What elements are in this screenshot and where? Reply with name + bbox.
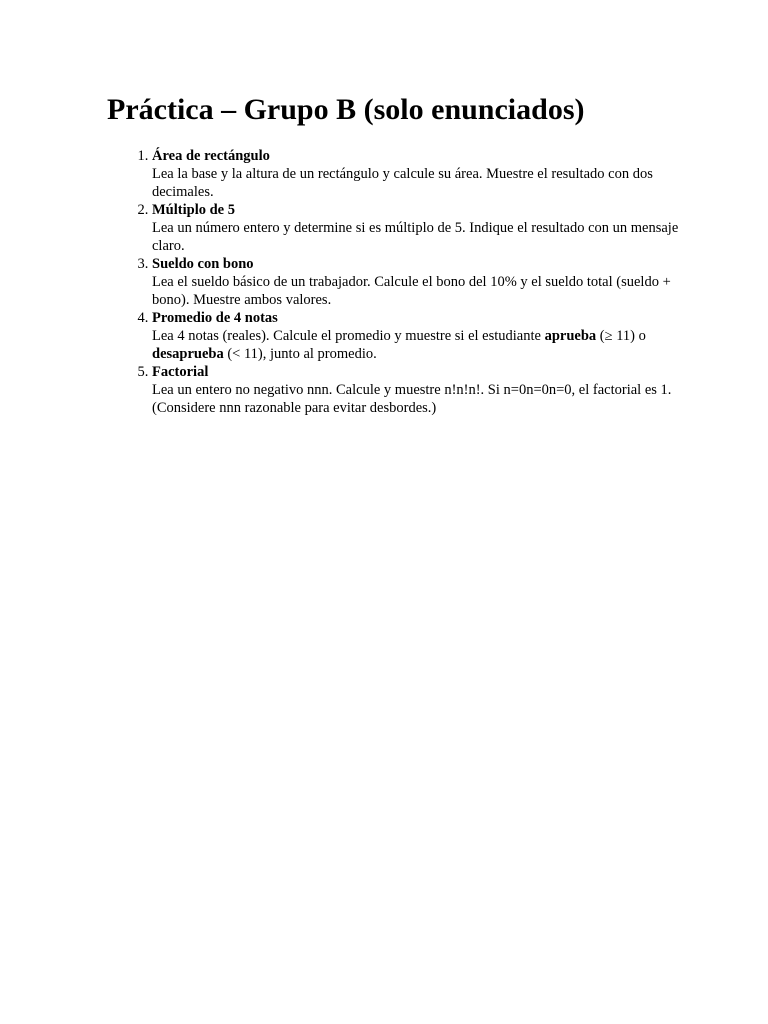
desc-bold-desaprueba: desaprueba — [152, 346, 224, 362]
item-title: 1. Área de rectángulo — [152, 148, 270, 164]
item-title: 3. Sueldo con bono — [152, 256, 254, 272]
list-item — [152, 201, 680, 255]
list-item — [152, 309, 680, 363]
item-title: 4. Promedio de 4 notas — [152, 310, 278, 326]
list-item — [152, 363, 680, 417]
desc-bold-aprueba: aprueba — [544, 328, 597, 344]
item-description — [152, 327, 680, 363]
desc-text: (< 11), junto al promedio. — [223, 346, 377, 362]
item-description: Lea el sueldo básico de un trabajador. Calcule el bono del 10% y el sueldo total (sueldo + bono). Muestre ambos valores. — [152, 274, 671, 308]
item-description: Lea la base y la altura de un rectángulo y calcule su área. Muestre el resultado con dos decimales. — [152, 166, 653, 200]
desc-text: Lea 4 notas (reales). Calcule el promedio y muestre si el estudiante — [152, 328, 545, 344]
item-title: 5. Factorial — [152, 364, 209, 380]
item-title: 2. Múltiplo de 5 — [152, 202, 235, 218]
item-description: Lea un entero no negativo nnn. Calcule y muestre n!n!n!. Si n=0n=0n=0, el factorial es 1. (Considere nnn razonable para evitar desbordes.) — [152, 382, 672, 416]
desc-text: (≥ 11) o — [596, 328, 646, 344]
list-item — [152, 255, 680, 309]
exercise-list — [107, 147, 680, 417]
list-item — [152, 147, 680, 201]
document-title: Práctica – Grupo B (solo enunciados) — [107, 93, 585, 126]
item-description: Lea un número entero y determine si es múltiplo de 5. Indique el resultado con un mensaje claro. — [152, 220, 679, 254]
